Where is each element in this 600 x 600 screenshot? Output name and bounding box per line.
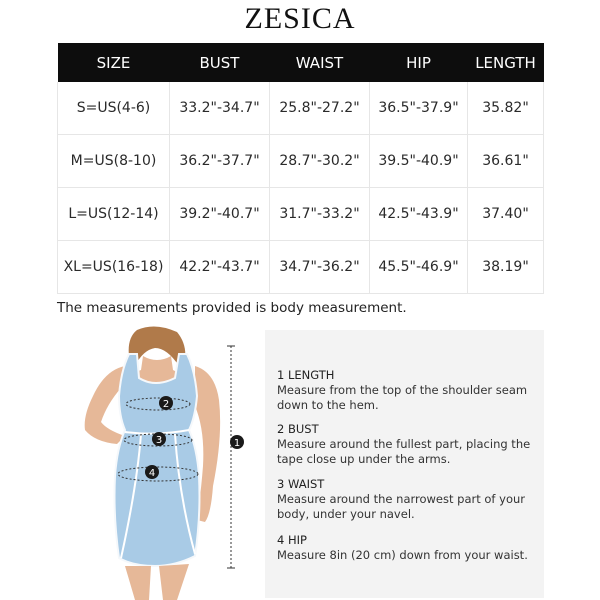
size-chart-table	[57, 43, 544, 294]
table-header-row	[58, 43, 544, 82]
header-bust: BUST	[170, 43, 270, 82]
table-row	[58, 135, 544, 188]
header-size: SIZE	[58, 43, 170, 82]
measurement-note: The measurements provided is body measurement.	[57, 300, 407, 316]
svg-text:2: 2	[162, 399, 170, 410]
guide-text: Measure around the fullest part, placing the tape close up under the arms.	[277, 437, 531, 466]
cell-hip: 39.5"-40.9"	[370, 135, 468, 188]
dress-measurement-figure	[55, 326, 255, 600]
cell-size: XL=US(16-18)	[58, 241, 170, 294]
guide-item-waist	[277, 477, 539, 522]
table-row	[58, 82, 544, 135]
cell-size: S=US(4-6)	[58, 82, 170, 135]
guide-text: Measure around the narrowest part of your body, under your navel.	[277, 492, 525, 521]
marker-3	[152, 432, 166, 446]
guide-text: Measure from the top of the shoulder seam down to the hem.	[277, 383, 528, 412]
cell-waist: 28.7"-30.2"	[270, 135, 370, 188]
cell-bust: 33.2"-34.7"	[170, 82, 270, 135]
marker-2	[159, 396, 173, 410]
header-length: LENGTH	[468, 43, 544, 82]
cell-length: 36.61"	[468, 135, 544, 188]
cell-hip: 36.5"-37.9"	[370, 82, 468, 135]
cell-size: L=US(12-14)	[58, 188, 170, 241]
guide-text: Measure 8in (20 cm) down from your waist.	[277, 548, 528, 562]
cell-waist: 25.8"-27.2"	[270, 82, 370, 135]
guide-item-length	[277, 368, 539, 413]
brand-logo: ZESICA	[244, 2, 356, 35]
table-row	[58, 241, 544, 294]
guide-title: 2 BUST	[277, 422, 319, 436]
svg-text:4: 4	[148, 468, 156, 479]
marker-1	[230, 435, 244, 449]
cell-size: M=US(8-10)	[58, 135, 170, 188]
cell-hip: 42.5"-43.9"	[370, 188, 468, 241]
cell-length: 38.19"	[468, 241, 544, 294]
svg-text:3: 3	[155, 435, 163, 446]
cell-bust: 39.2"-40.7"	[170, 188, 270, 241]
cell-waist: 34.7"-36.2"	[270, 241, 370, 294]
svg-text:1: 1	[233, 438, 241, 449]
guide-title: 1 LENGTH	[277, 368, 335, 382]
cell-length: 37.40"	[468, 188, 544, 241]
cell-waist: 31.7"-33.2"	[270, 188, 370, 241]
marker-4	[145, 465, 159, 479]
cell-length: 35.82"	[468, 82, 544, 135]
header-waist: WAIST	[270, 43, 370, 82]
header-hip: HIP	[370, 43, 468, 82]
cell-hip: 45.5"-46.9"	[370, 241, 468, 294]
guide-title: 3 WAIST	[277, 477, 325, 491]
table-row	[58, 188, 544, 241]
cell-bust: 36.2"-37.7"	[170, 135, 270, 188]
measurement-guide-panel	[265, 330, 544, 598]
dress	[115, 354, 200, 566]
model-legs	[125, 564, 189, 600]
guide-title: 4 HIP	[277, 533, 307, 547]
guide-item-hip	[277, 533, 539, 563]
guide-item-bust	[277, 422, 539, 467]
cell-bust: 42.2"-43.7"	[170, 241, 270, 294]
